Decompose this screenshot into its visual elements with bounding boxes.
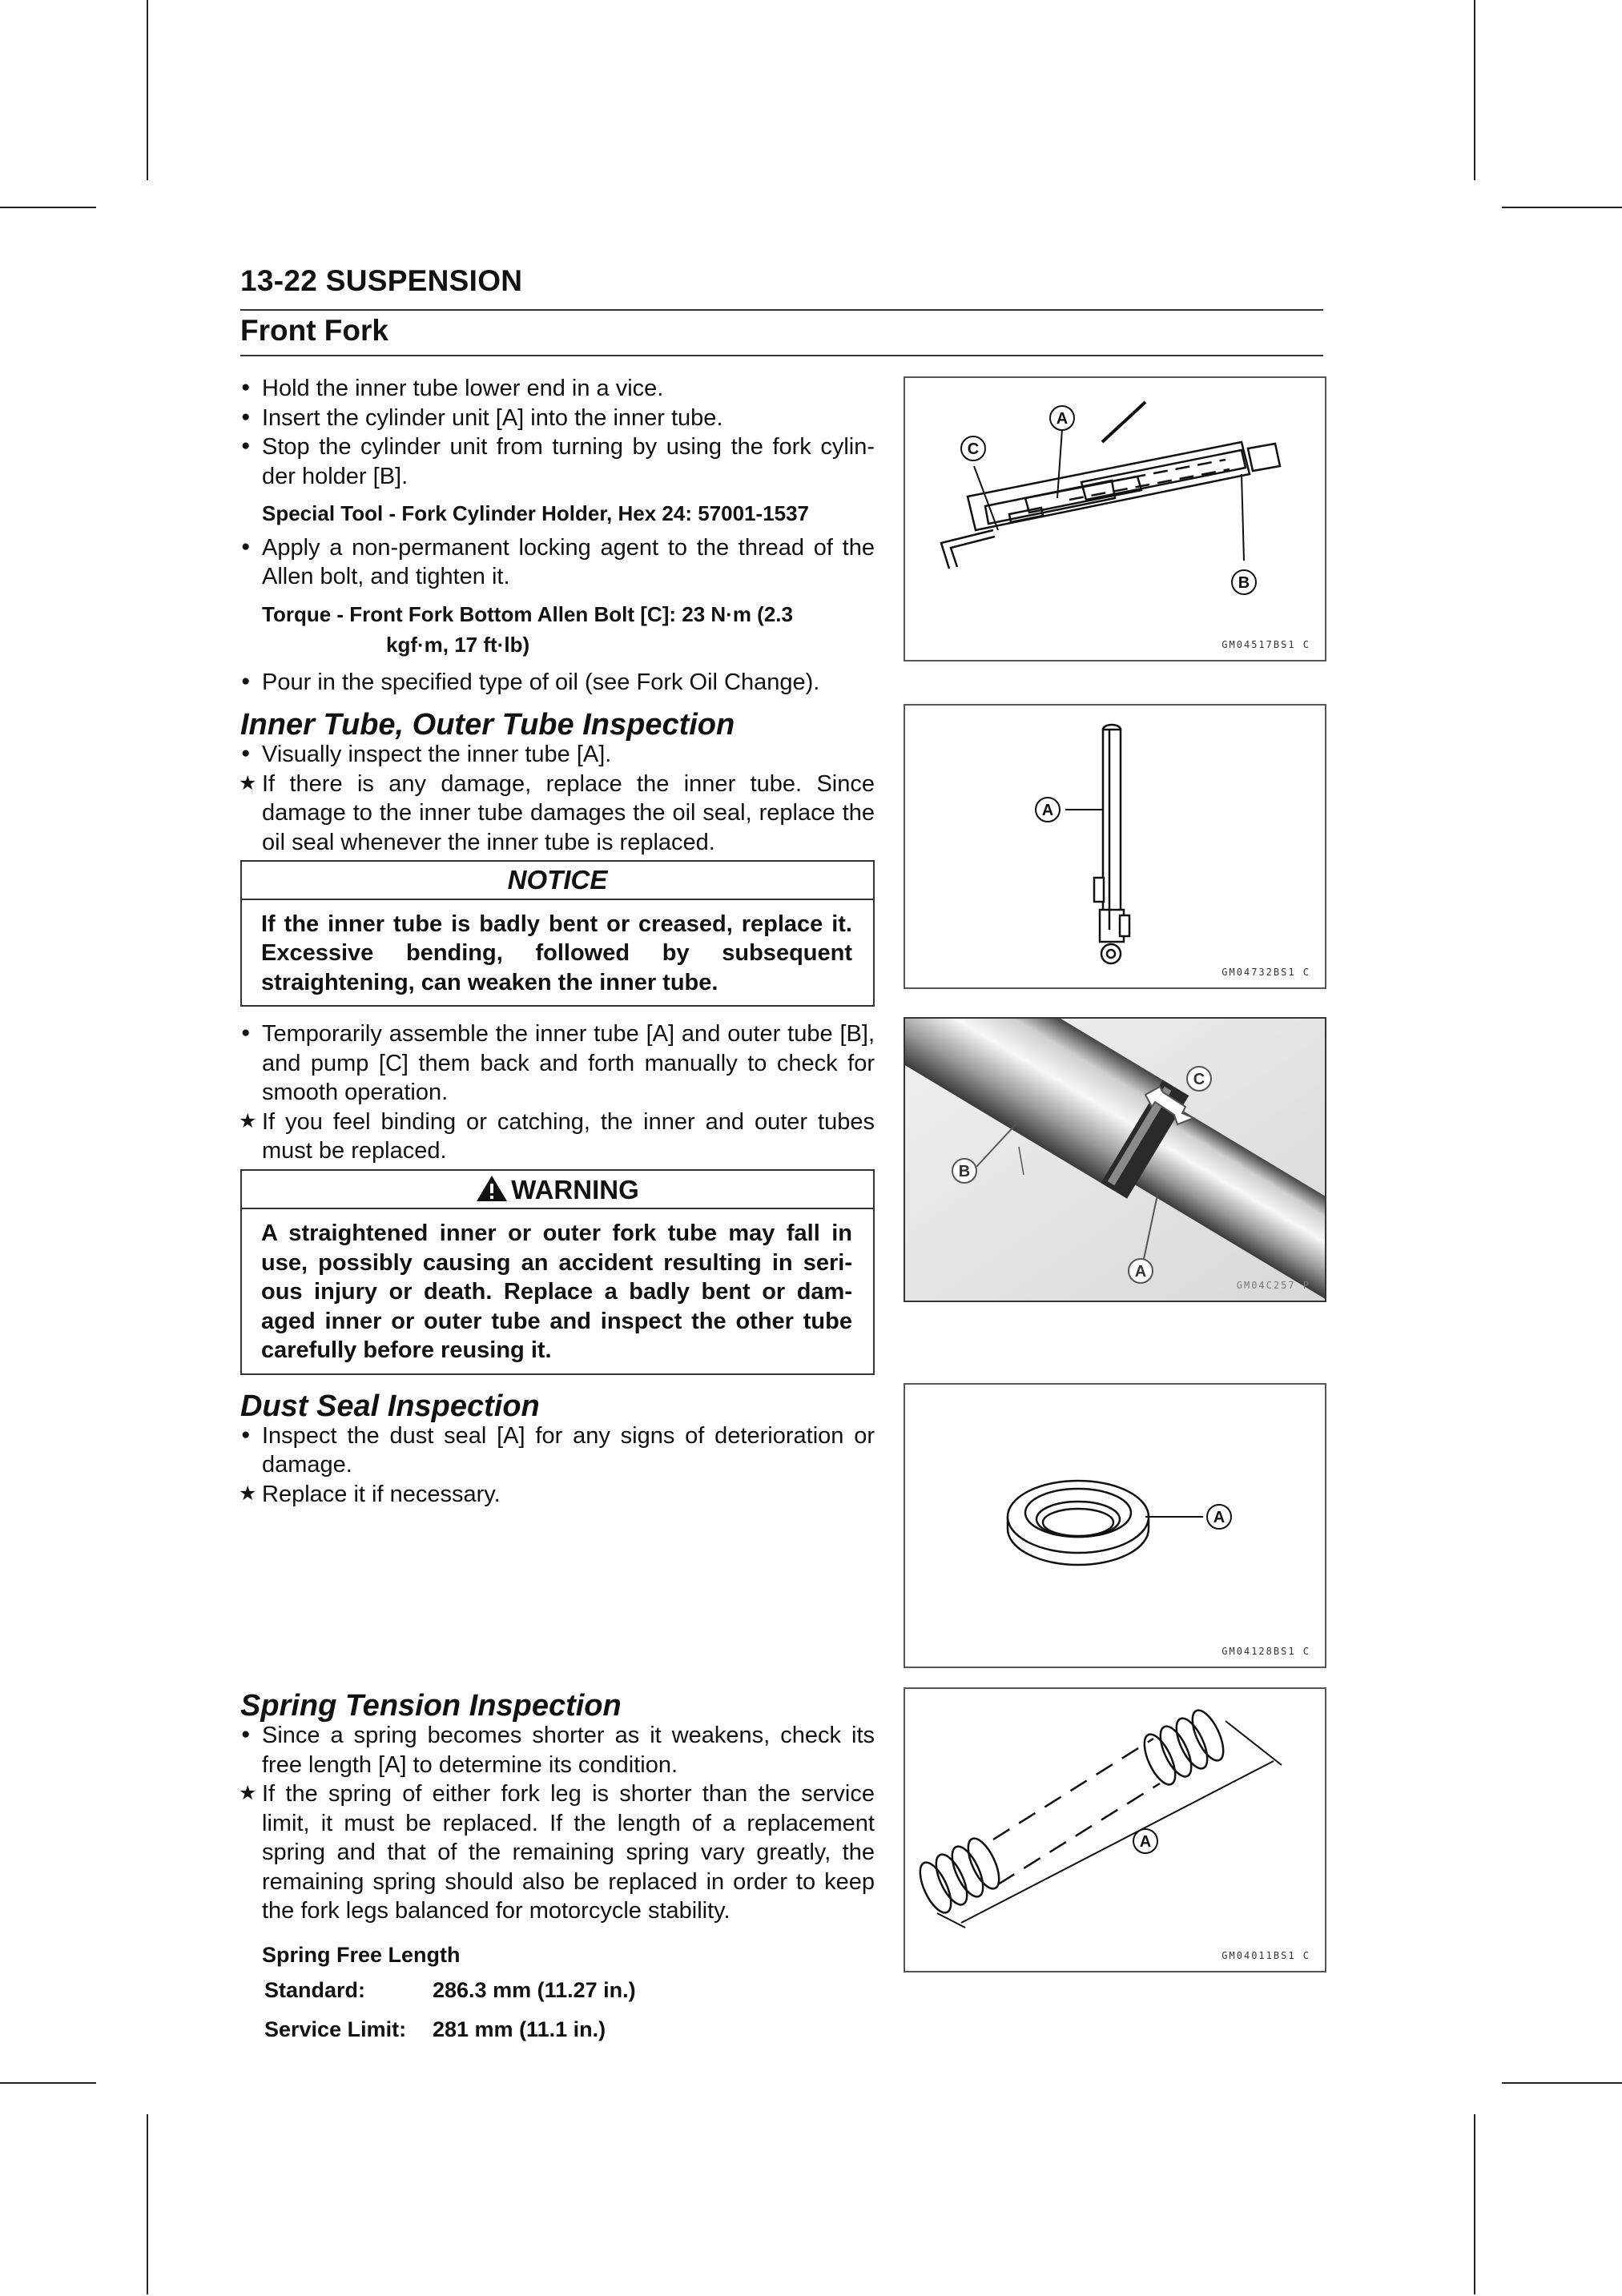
list-item: ● Hold the inner tube lower end in a vice. (240, 374, 875, 404)
crop-mark (1474, 0, 1475, 180)
page-title: 13-22 SUSPENSION (240, 264, 523, 297)
notice-box (240, 860, 875, 1007)
dust-seal-diagram (905, 1385, 1325, 1667)
notice-title: NOTICE (242, 862, 873, 900)
spec-label: Standard: (264, 1978, 366, 2002)
list-item: ★ If there is any damage, replace the inner tube. Since damage to the inner tube damages the oil seal, replace the oil seal whenever the inner tube is replaced. (240, 770, 875, 858)
figure-code: GM04517BS1 C (1222, 639, 1310, 650)
crop-mark (1474, 2114, 1475, 2294)
list-item: ● Insert the cylinder unit [A] into the inner tube. (240, 404, 875, 433)
figure-dust-seal (904, 1383, 1326, 1668)
torque-line: Torque - Front Fork Bottom Allen Bolt [C]: 23 N·m (2.3 (262, 601, 793, 626)
figure-inner-tube (904, 704, 1326, 989)
list-item: ● Pour in the specified type of oil (see Fork Oil Change). (240, 668, 875, 698)
list-item: ● Since a spring becomes shorter as it weakens, check its free length [A] to determine its condition. (240, 1721, 875, 1779)
figure-cylinder-holder (904, 376, 1326, 661)
callout-label: A (1041, 802, 1054, 819)
callout-label: B (1238, 574, 1250, 592)
list-item: ● Visually inspect the inner tube [A]. (240, 740, 875, 770)
spec-value: 286.3 mm (11.27 in.) (433, 1978, 636, 2002)
spec-row-standard (240, 1976, 875, 2005)
callout-label: A (1056, 410, 1069, 428)
warning-header (242, 1171, 873, 1210)
spec-label: Service Limit: (264, 2017, 407, 2041)
spec-row-limit (240, 2015, 875, 2045)
section-title: Front Fork (240, 314, 388, 347)
torque-line-cont: kgf·m, 17 ft·lb) (386, 633, 530, 657)
list-item: ★ If you feel binding or catching, the inner and outer tubes must be replaced. (240, 1108, 875, 1166)
spring-heading: Spring Tension Inspection (240, 1689, 622, 1723)
header-rule (240, 309, 1323, 311)
callout-label: A (1213, 1509, 1226, 1526)
list-item: ● Apply a non-permanent locking agent to the thread of the Allen bolt, and tighten it. (240, 533, 875, 592)
callout-label: A (1134, 1263, 1147, 1281)
list-item: ● Temporarily assemble the inner tube [A] and outer tube [B], and pump [C] them back and forth manually to check for smooth operation. (240, 1019, 875, 1108)
cylinder-holder-diagram (905, 378, 1325, 660)
tube-photo (905, 1019, 1325, 1301)
special-tool-line: Special Tool - Fork Cylinder Holder, Hex 24: 57001-1537 (262, 501, 810, 525)
list-item: ★ Replace it if necessary. (240, 1480, 875, 1510)
callout-label: C (967, 440, 980, 458)
inner-tube-diagram (905, 706, 1325, 987)
crop-mark (1502, 2082, 1622, 2084)
figure-code: GM04128BS1 C (1222, 1646, 1310, 1657)
inner-tube-heading: Inner Tube, Outer Tube Inspection (240, 708, 735, 742)
figure-tube-photo (904, 1017, 1326, 1302)
spring-diagram (905, 1689, 1325, 1971)
notice-text: If the inner tube is badly bent or creased, replace it. Excessive bending, followed by subsequent straightening, can weaken the inner tube. (261, 911, 852, 995)
crop-mark (1502, 207, 1622, 208)
figure-code: GM04C257 P (1236, 1280, 1310, 1291)
warning-text: A straightened inner or outer fork tube may fall in use, possibly causing an accident resulting in seri- ous injury or death. Replace a badly bent or dam- aged inner or outer tube and inspect the other tube carefully before reusing it. (261, 1220, 852, 1363)
warning-box (240, 1169, 875, 1375)
figure-code: GM04732BS1 C (1222, 967, 1310, 978)
figure-code: GM04011BS1 C (1222, 1950, 1310, 1961)
crop-mark (0, 207, 96, 208)
crop-mark (147, 2114, 148, 2294)
list-item: ● Inspect the dust seal [A] for any signs of deterioration or damage. (240, 1421, 875, 1480)
figure-spring (904, 1687, 1326, 1972)
list-item: ● Stop the cylinder unit from turning by using the fork cylin- der holder [B]. (240, 432, 875, 491)
text-column-bottom (240, 1691, 875, 2044)
text-column-top (240, 374, 875, 1509)
callout-label: B (958, 1163, 971, 1180)
callout-label: A (1139, 1833, 1152, 1851)
crop-mark (0, 2082, 96, 2084)
spec-value: 281 mm (11.1 in.) (433, 2017, 606, 2041)
dust-seal-heading: Dust Seal Inspection (240, 1389, 540, 1423)
crop-mark (147, 0, 148, 180)
callout-label: C (1193, 1071, 1205, 1088)
list-item: ★ If the spring of either fork leg is shorter than the service limit, it must be replaced. If the length of a replacement spring and that of the remaining spring vary greatly, the remaining spring should also be replaced in order to keep the fork legs balanced for motorcycle stability. (240, 1779, 875, 1926)
warning-title: WARNING (511, 1174, 639, 1204)
warning-triangle-icon (476, 1175, 508, 1202)
spec-title: Spring Free Length (262, 1942, 461, 1967)
section-rule (240, 355, 1323, 356)
